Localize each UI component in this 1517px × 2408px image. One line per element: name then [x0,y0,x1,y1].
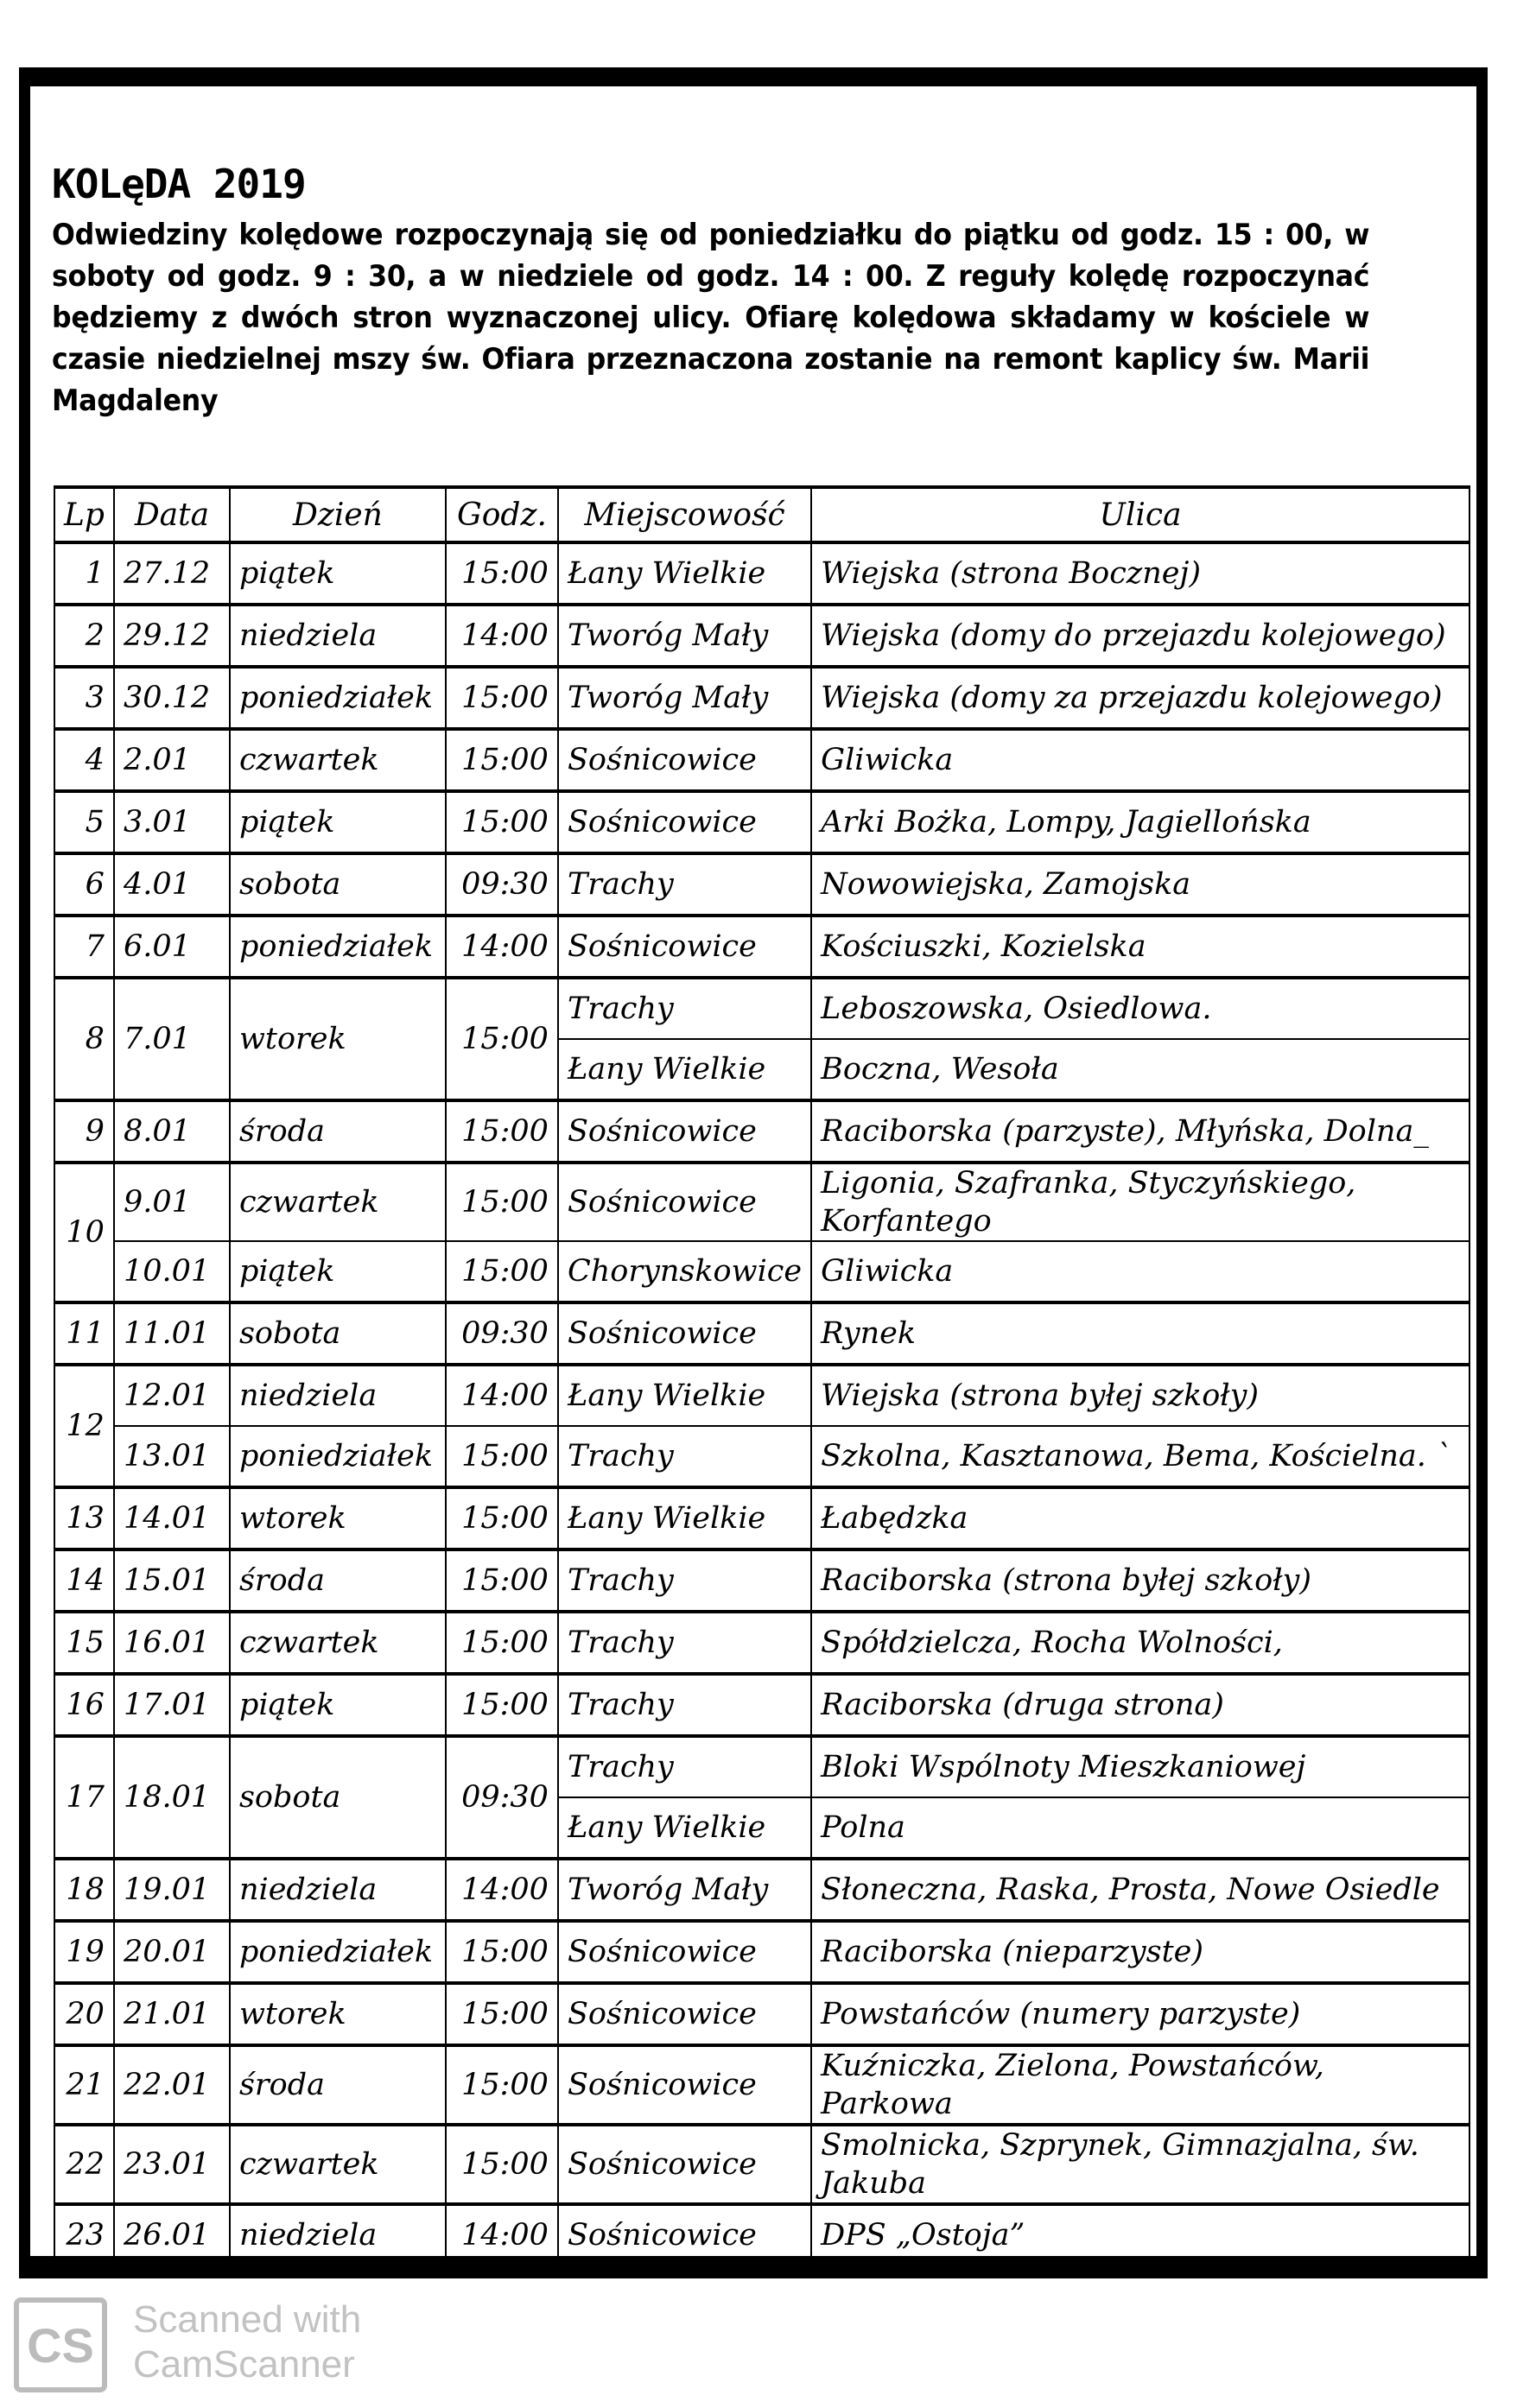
cell-place: Trachy [558,1674,811,1736]
cell-place: Tworóg Mały [558,605,811,667]
table-row [54,978,1469,1039]
table-row [54,1365,1469,1426]
cell-day: sobota [230,853,446,916]
cell-day: środa [230,2045,446,2125]
cell-date: 17.01 [114,1674,230,1736]
cell-street: Gliwicka [811,1241,1469,1302]
cell-street: Słoneczna, Raska, Prosta, Nowe Osiedle [811,1859,1469,1921]
schedule-table [54,485,1470,2266]
cell-time: 14:00 [446,605,558,667]
cell-street: Wiejska (domy za przejazdu kolejowego) [811,667,1469,729]
cell-street: Ligonia, Szafranka, Styczyńskiego, Korfantego [811,1163,1469,1241]
cell-day: środa [230,1100,446,1163]
table-row [54,1674,1469,1736]
cell-street: Bloki Wspólnoty Mieszkaniowej [811,1736,1469,1797]
cell-lp: 9 [54,1100,114,1163]
cell-day: poniedziałek [230,916,446,978]
cell-day: poniedziałek [230,1921,446,1983]
cell-time: 15:00 [446,1549,558,1612]
table-row [54,1736,1469,1797]
cell-street: Leboszowska, Osiedlowa. [811,978,1469,1039]
cell-date: 3.01 [114,791,230,853]
cell-date: 21.01 [114,1983,230,2045]
cell-date: 4.01 [114,853,230,916]
cell-date: 20.01 [114,1921,230,1983]
cell-street: Raciborska (druga strona) [811,1674,1469,1736]
cell-place: Sośnicowice [558,916,811,978]
cell-lp: 19 [54,1921,114,1983]
cell-date: 15.01 [114,1549,230,1612]
cell-time: 15:00 [446,1674,558,1736]
cell-lp: 18 [54,1859,114,1921]
cell-time: 15:00 [446,1100,558,1163]
cell-time: 14:00 [446,916,558,978]
cell-street: Rynek [811,1302,1469,1365]
table-header-row [54,487,1469,542]
cell-day: piątek [230,542,446,605]
cell-day: wtorek [230,1983,446,2045]
cell-time: 14:00 [446,1365,558,1426]
cell-time: 15:00 [446,791,558,853]
cell-place: Sośnicowice [558,2045,811,2125]
cell-lp: 21 [54,2045,114,2125]
cell-lp: 16 [54,1674,114,1736]
cell-lp: 11 [54,1302,114,1365]
table-row [54,729,1469,791]
table-row [54,2204,1469,2265]
cell-time: 15:00 [446,667,558,729]
cell-street: Gliwicka [811,729,1469,791]
cell-lp: 12 [54,1365,114,1487]
table-row [54,1983,1469,2045]
table-row [54,916,1469,978]
cell-day: niedziela [230,2204,446,2265]
watermark-text [133,2297,361,2387]
camscanner-logo-icon: CS [14,2297,107,2392]
cell-place: Sośnicowice [558,1302,811,1365]
cell-lp: 1 [54,542,114,605]
cell-place: Sośnicowice [558,1983,811,2045]
cell-date: 27.12 [114,542,230,605]
header-day: Dzień [230,487,446,542]
cell-street: Wiejska (strona Bocznej) [811,542,1469,605]
cell-time: 09:30 [446,1736,558,1859]
cell-time: 15:00 [446,1163,558,1241]
table-row [54,1859,1469,1921]
cell-lp: 23 [54,2204,114,2265]
cell-lp: 4 [54,729,114,791]
cell-place: Łany Wielkie [558,1797,811,1859]
cell-lp: 3 [54,667,114,729]
cell-street: Łabędzka [811,1487,1469,1549]
cell-street: Boczna, Wesoła [811,1039,1469,1100]
cell-day: piątek [230,1674,446,1736]
table-row [54,1612,1469,1674]
cell-lp: 8 [54,978,114,1100]
cell-day: niedziela [230,605,446,667]
cell-date: 19.01 [114,1859,230,1921]
cell-place: Tworóg Mały [558,667,811,729]
cell-street: Raciborska (nieparzyste) [811,1921,1469,1983]
cell-time: 15:00 [446,978,558,1100]
table-row [54,1487,1469,1549]
cell-date: 23.01 [114,2125,230,2204]
cell-street: Spółdzielcza, Rocha Wolności, [811,1612,1469,1674]
cell-street: Kościuszki, Kozielska [811,916,1469,978]
cell-place: Sośnicowice [558,2125,811,2204]
cell-day: niedziela [230,1365,446,1426]
cell-place: Trachy [558,1426,811,1487]
cell-time: 15:00 [446,1426,558,1487]
cell-day: piątek [230,791,446,853]
cell-street: Raciborska (parzyste), Młyńska, Dolna_ [811,1100,1469,1163]
table-row [54,853,1469,916]
cell-day: poniedziałek [230,667,446,729]
cell-lp: 10 [54,1163,114,1302]
cell-day: piątek [230,1241,446,1302]
cell-place: Łany Wielkie [558,1365,811,1426]
header-lp: Lp [54,487,114,542]
cell-place: Trachy [558,1736,811,1797]
cell-street: Smolnicka, Szprynek, Gimnazjalna, św. Jakuba [811,2125,1469,2204]
document-title: KOLęDA 2019 [52,161,306,207]
cell-date: 9.01 [114,1163,230,1241]
cell-time: 15:00 [446,729,558,791]
table-row [54,1302,1469,1365]
cell-lp: 14 [54,1549,114,1612]
header-date: Data [114,487,230,542]
cell-lp: 7 [54,916,114,978]
cell-place: Trachy [558,853,811,916]
header-place: Miejscowość [558,487,811,542]
table-row [54,1100,1469,1163]
cell-time: 09:30 [446,853,558,916]
cell-place: Sośnicowice [558,729,811,791]
table-row [54,1163,1469,1241]
cell-place: Sośnicowice [558,1100,811,1163]
cell-lp: 5 [54,791,114,853]
table-row [54,605,1469,667]
cell-day: wtorek [230,978,446,1100]
cell-lp: 6 [54,853,114,916]
cell-place: Trachy [558,1549,811,1612]
cell-place: Łany Wielkie [558,1487,811,1549]
table-row [54,667,1469,729]
cell-place: Chorynskowice [558,1241,811,1302]
cell-day: środa [230,1549,446,1612]
header-time: Godz. [446,487,558,542]
cell-lp: 13 [54,1487,114,1549]
cell-street: Arki Bożka, Lompy, Jagiellońska [811,791,1469,853]
cell-street: Powstańców (numery parzyste) [811,1983,1469,2045]
cell-date: 7.01 [114,978,230,1100]
cell-lp: 22 [54,2125,114,2204]
cell-time: 15:00 [446,1241,558,1302]
cell-street: Wiejska (domy do przejazdu kolejowego) [811,605,1469,667]
cell-time: 15:00 [446,2045,558,2125]
cell-street: DPS „Ostoja” [811,2204,1469,2265]
cell-day: czwartek [230,2125,446,2204]
table-subrow [54,1241,1469,1302]
cell-day: sobota [230,1736,446,1859]
header-street: Ulica [811,487,1469,542]
cell-date: 12.01 [114,1365,230,1426]
cell-date: 11.01 [114,1302,230,1365]
cell-place: Tworóg Mały [558,1859,811,1921]
cell-time: 15:00 [446,1983,558,2045]
cell-street: Kuźniczka, Zielona, Powstańców, Parkowa [811,2045,1469,2125]
cell-date: 29.12 [114,605,230,667]
cell-street: Polna [811,1797,1469,1859]
cell-date: 6.01 [114,916,230,978]
intro-paragraph: Odwiedziny kolędowe rozpoczynają się od poniedziałku do piątku od godz. 15 : 00, w soboty od godz. 9 : 30, a w niedziele od godz. 14 : 00. Z reguły kolędę rozpoczynać będziemy z dwóch stron wyznaczonej ulicy. Ofiarę kolędowa składamy w kościele w czasie niedzielnej mszy św. Ofiara przeznaczona zostanie na remont kaplicy św. Marii Magdaleny [52,218,1370,418]
cell-date: 26.01 [114,2204,230,2265]
table-subrow [54,1426,1469,1487]
cell-street: Nowowiejska, Zamojska [811,853,1469,916]
cell-place: Trachy [558,1612,811,1674]
cell-street: Wiejska (strona byłej szkoły) [811,1365,1469,1426]
table-row [54,2045,1469,2125]
cell-place: Łany Wielkie [558,542,811,605]
cell-date: 16.01 [114,1612,230,1674]
cell-lp: 17 [54,1736,114,1859]
cell-date: 18.01 [114,1736,230,1859]
cell-street: Szkolna, Kasztanowa, Bema, Kościelna. ` [811,1426,1469,1487]
cell-place: Sośnicowice [558,1921,811,1983]
cell-date: 14.01 [114,1487,230,1549]
cell-time: 15:00 [446,1487,558,1549]
watermark-line2: CamScanner [133,2343,355,2386]
watermark-line1: Scanned with [133,2298,362,2341]
camscanner-watermark [7,2297,362,2392]
cell-date: 10.01 [114,1241,230,1302]
cell-place: Sośnicowice [558,1163,811,1241]
cell-place: Sośnicowice [558,791,811,853]
cell-day: czwartek [230,1612,446,1674]
cell-time: 09:30 [446,1302,558,1365]
cell-date: 30.12 [114,667,230,729]
cell-day: niedziela [230,1859,446,1921]
cell-time: 15:00 [446,542,558,605]
cell-day: sobota [230,1302,446,1365]
cell-time: 15:00 [446,1612,558,1674]
cell-day: poniedziałek [230,1426,446,1487]
cell-day: wtorek [230,1487,446,1549]
table-row [54,1549,1469,1612]
cell-place: Łany Wielkie [558,1039,811,1100]
cell-time: 14:00 [446,1859,558,1921]
cell-time: 15:00 [446,2125,558,2204]
cell-lp: 20 [54,1983,114,2045]
cell-lp: 2 [54,605,114,667]
table-row [54,1921,1469,1983]
cell-street: Raciborska (strona byłej szkoły) [811,1549,1469,1612]
table-row [54,2125,1469,2204]
cell-lp: 15 [54,1612,114,1674]
cell-date: 13.01 [114,1426,230,1487]
cell-day: czwartek [230,1163,446,1241]
table-row [54,542,1469,605]
cell-place: Sośnicowice [558,2204,811,2265]
cell-date: 2.01 [114,729,230,791]
cell-place: Trachy [558,978,811,1039]
schedule-body [54,542,1469,2265]
cell-date: 22.01 [114,2045,230,2125]
cell-time: 15:00 [446,1921,558,1983]
table-row [54,791,1469,853]
cell-date: 8.01 [114,1100,230,1163]
cell-day: czwartek [230,729,446,791]
cell-time: 14:00 [446,2204,558,2265]
